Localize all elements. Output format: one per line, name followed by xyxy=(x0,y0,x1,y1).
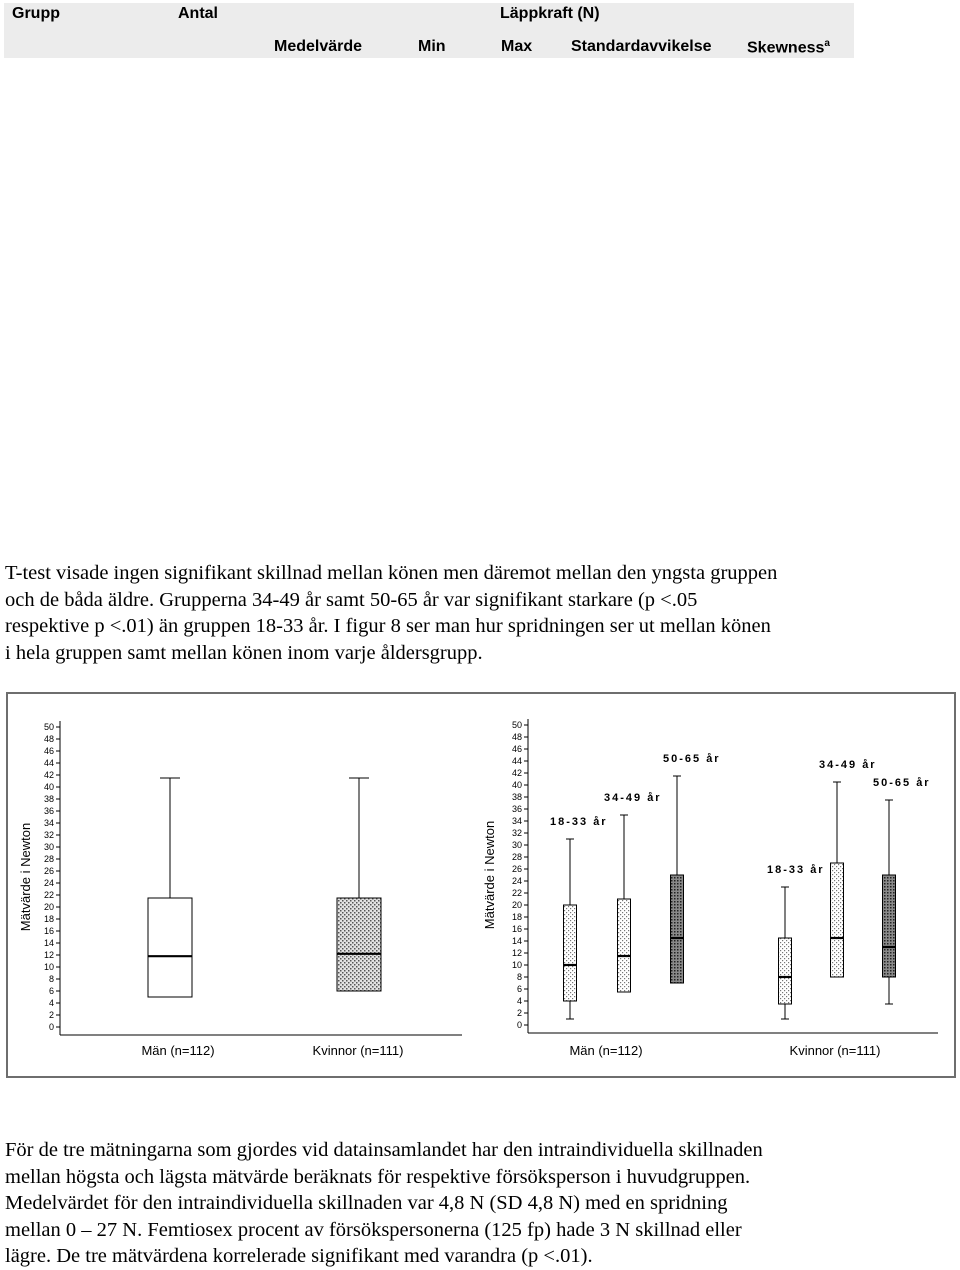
y-tick-label: 8 xyxy=(48,974,54,984)
paragraph-intraindividual xyxy=(5,1137,763,1270)
y-tick-label: 26 xyxy=(511,864,522,874)
y-tick-label: 8 xyxy=(516,972,522,982)
y-tick-label: 46 xyxy=(511,744,522,754)
col-header-min: Min xyxy=(418,38,446,55)
category-label: Män (n=112) xyxy=(569,1043,643,1058)
figure-boxplots xyxy=(6,692,956,1078)
y-tick-label: 48 xyxy=(511,732,522,742)
y-tick-label: 34 xyxy=(511,816,522,826)
y-tick-label: 42 xyxy=(43,770,54,780)
box-iqr xyxy=(564,905,577,1001)
paragraph-line: Medelvärdet för den intraindividuella skillnaden var 4,8 N (SD 4,8 N) med en spridning xyxy=(5,1192,728,1214)
y-tick-label: 16 xyxy=(511,924,522,934)
y-tick-label: 4 xyxy=(48,998,54,1008)
y-tick-label: 14 xyxy=(43,938,54,948)
col-header-standardavvikelse: Standardavvikelse xyxy=(571,38,712,55)
skewness-footnote-marker: a xyxy=(824,38,830,49)
box-iqr xyxy=(883,875,896,977)
category-label: Kvinnor (n=111) xyxy=(312,1043,404,1058)
y-tick-label: 22 xyxy=(511,888,522,898)
y-tick-label: 50 xyxy=(511,720,522,730)
y-tick-label: 0 xyxy=(516,1020,522,1030)
group-label: 50-65 år xyxy=(873,777,931,789)
y-tick-label: 34 xyxy=(43,818,54,828)
y-tick-label: 10 xyxy=(511,960,522,970)
box-iqr xyxy=(831,863,844,977)
y-tick-label: 36 xyxy=(511,804,522,814)
group-label: 18-33 år xyxy=(767,864,825,876)
y-tick-label: 30 xyxy=(43,842,54,852)
y-tick-label: 18 xyxy=(511,912,522,922)
y-axis-title: Mätvärde i Newton xyxy=(482,820,497,930)
y-tick-label: 2 xyxy=(48,1010,54,1020)
group-label: 50-65 år xyxy=(663,753,721,765)
stats-table-header xyxy=(4,3,854,58)
y-tick-label: 50 xyxy=(43,722,54,732)
paragraph-line: mellan 0 – 27 N. Femtiosex procent av försökspersonerna (125 fp) hade 3 N skillnad eller xyxy=(5,1218,742,1241)
y-tick-label: 46 xyxy=(43,746,54,756)
y-tick-label: 32 xyxy=(43,830,54,840)
y-tick-label: 36 xyxy=(43,806,54,816)
y-tick-label: 4 xyxy=(516,996,522,1006)
category-label: Män (n=112) xyxy=(141,1043,215,1058)
box-iqr xyxy=(148,898,192,997)
paragraph-line: och de båda äldre. Grupperna 34-49 år samt 50-65 år var signifikant starkare (p <.05 xyxy=(5,588,698,611)
col-header-max: Max xyxy=(501,38,533,55)
y-tick-label: 22 xyxy=(43,890,54,900)
y-tick-label: 44 xyxy=(511,756,522,766)
paragraph-line: mellan högsta och lägsta mätvärde beräknats för respektive försöksperson i huvudgruppen. xyxy=(5,1165,751,1188)
y-tick-label: 26 xyxy=(43,866,54,876)
y-tick-label: 10 xyxy=(43,962,54,972)
group-label: 18-33 år xyxy=(550,816,608,828)
y-tick-label: 44 xyxy=(43,758,54,768)
y-tick-label: 20 xyxy=(511,900,522,910)
y-axis-title: Mätvärde i Newton xyxy=(18,822,33,932)
col-header-grupp: Grupp xyxy=(12,5,60,22)
y-tick-label: 40 xyxy=(511,780,522,790)
box-iqr xyxy=(779,938,792,1004)
y-tick-label: 48 xyxy=(43,734,54,744)
y-tick-label: 32 xyxy=(511,828,522,838)
paragraph-line: i hela gruppen samt mellan könen inom varje åldersgrupp. xyxy=(5,641,483,664)
category-label: Kvinnor (n=111) xyxy=(789,1043,881,1058)
y-tick-label: 38 xyxy=(511,792,522,802)
col-header-lappkraft: Läppkraft (N) xyxy=(500,5,600,22)
col-header-antal: Antal xyxy=(178,5,218,22)
y-tick-label: 28 xyxy=(43,854,54,864)
y-tick-label: 24 xyxy=(511,876,522,886)
paragraph-line: lägre. De tre mätvärdena korrelerade signifikant med varandra (p <.01). xyxy=(5,1245,593,1267)
y-tick-label: 42 xyxy=(511,768,522,778)
box-iqr xyxy=(618,899,631,992)
y-tick-label: 20 xyxy=(43,902,54,912)
box-iqr xyxy=(337,898,381,991)
y-tick-label: 12 xyxy=(43,950,54,960)
paragraph-line: För de tre mätningarna som gjordes vid datainsamlandet har den intraindividuella skillnaden xyxy=(5,1139,763,1161)
y-tick-label: 28 xyxy=(511,852,522,862)
col-header-skewness: Skewness$^a$ xyxy=(747,38,830,57)
y-tick-label: 12 xyxy=(511,948,522,958)
paragraph-line: T-test visade ingen signifikant skillnad mellan könen men däremot mellan den yngsta gruppen xyxy=(5,562,778,584)
y-tick-label: 2 xyxy=(516,1008,522,1018)
col-header-medelvarde: Medelvärde xyxy=(274,38,363,55)
paragraph-results xyxy=(5,560,777,666)
paragraph-line: respektive p <.01) än gruppen 18-33 år. I figur 8 ser man hur spridningen ser ut mellan könen xyxy=(5,615,771,637)
group-label: 34-49 år xyxy=(819,759,877,771)
y-tick-label: 30 xyxy=(511,840,522,850)
y-tick-label: 18 xyxy=(43,914,54,924)
boxplot-svg xyxy=(8,694,954,1076)
y-tick-label: 14 xyxy=(511,936,522,946)
y-tick-label: 24 xyxy=(43,878,54,888)
y-tick-label: 0 xyxy=(48,1022,54,1032)
y-tick-label: 38 xyxy=(43,794,54,804)
y-tick-label: 40 xyxy=(43,782,54,792)
y-tick-label: 6 xyxy=(516,984,522,994)
box-iqr xyxy=(671,875,684,983)
y-tick-label: 16 xyxy=(43,926,54,936)
y-tick-label: 6 xyxy=(48,986,54,996)
group-label: 34-49 år xyxy=(604,792,662,804)
